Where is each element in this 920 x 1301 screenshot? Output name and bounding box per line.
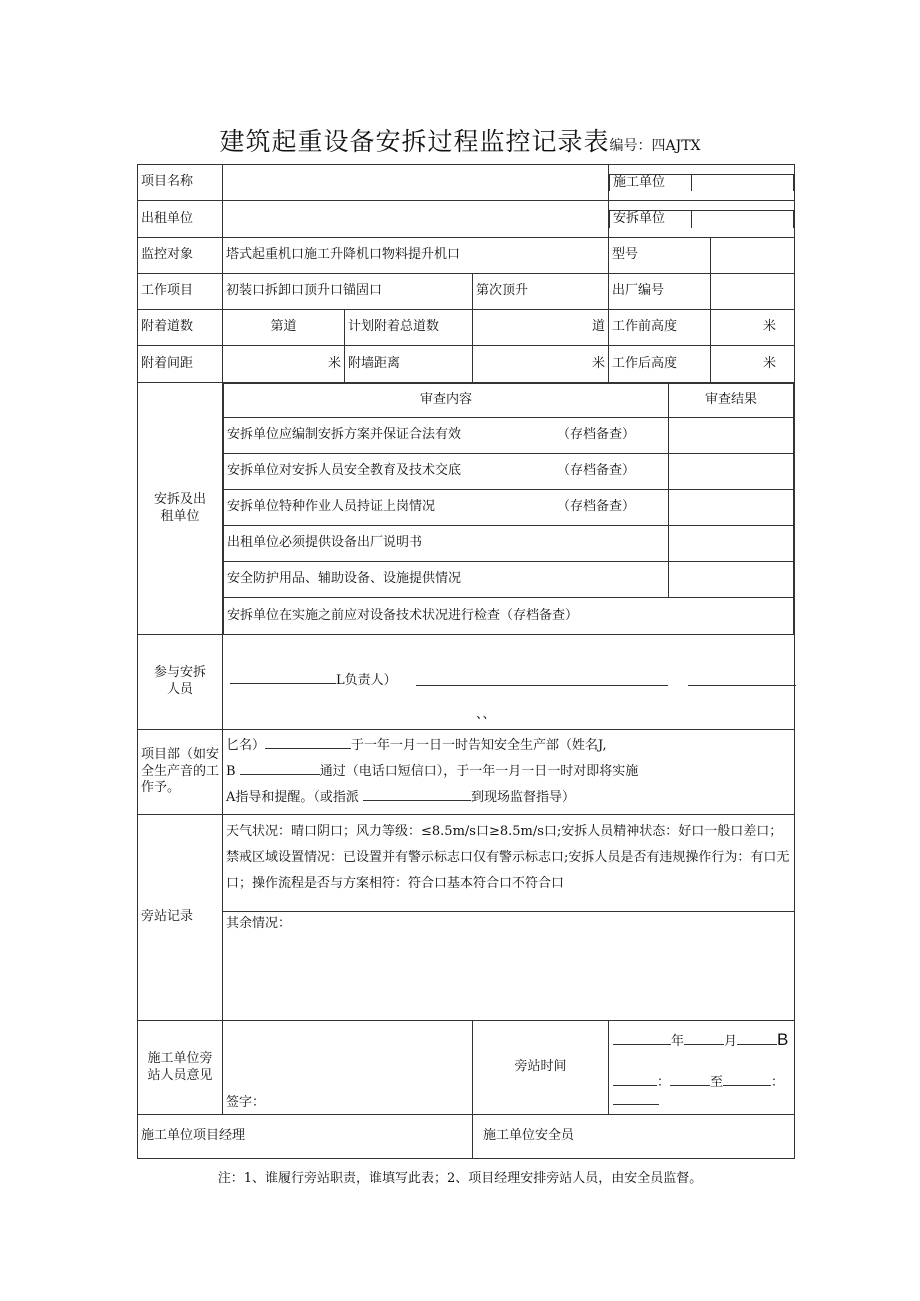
height-before-label: 工作前高度	[609, 310, 711, 346]
review-result-field[interactable]	[669, 526, 794, 562]
install-unit-label: 安拆单位	[610, 211, 692, 228]
model-label: 型号	[609, 238, 711, 274]
review-table	[223, 383, 794, 634]
jack-count-field[interactable]: 第次顶升	[473, 274, 609, 310]
monitor-object-options[interactable]: 塔式起重机口施工升降机口物料提升机口	[223, 238, 609, 274]
review-item-text: 安拆单位在实施之前应对设备技术状况进行检查（存档备查）	[227, 607, 579, 623]
attach-count-field[interactable]: 第道	[223, 310, 345, 346]
standby-other-field[interactable]	[223, 912, 795, 1021]
review-result-field[interactable]	[669, 454, 794, 490]
standby-other-label: 其余情况：	[226, 916, 292, 931]
wall-distance-field[interactable]: 米	[473, 346, 609, 383]
leader-label: L负责人）	[336, 673, 397, 688]
review-header-result: 审查结果	[669, 384, 794, 418]
footnote: 注：1、谁履行旁站职责，谁填写此表；2、项目经理安排旁站人员，由安全员监督。	[217, 1171, 703, 1186]
review-item-note: （存档备查）	[557, 427, 636, 443]
safety-officer-label: 施工单位安全员	[483, 1128, 575, 1144]
project-dept-text: B	[226, 764, 236, 779]
attach-spacing-label: 附着间距	[138, 346, 223, 383]
project-name-field[interactable]	[223, 165, 609, 201]
review-side-label: 安拆及出租单位	[138, 383, 223, 635]
participants-marks: 、、	[476, 707, 496, 722]
project-name-label: 项目名称	[138, 165, 223, 201]
monitor-record-table	[137, 164, 795, 1159]
work-item-label: 工作项目	[138, 274, 223, 310]
standby-time-field[interactable]: 年 月 B ： 至 ：	[609, 1021, 795, 1115]
project-dept-text: 匕名）	[226, 738, 266, 753]
review-row	[224, 490, 794, 526]
project-dept-label: 项目部（如安全生产音的工作予。	[138, 730, 223, 815]
work-item-options[interactable]: 初装口拆卸口顶升口锚固口	[223, 274, 473, 310]
opinion-signature-field[interactable]	[223, 1021, 473, 1115]
project-dept-field[interactable]	[223, 730, 795, 815]
review-item-note: （存档备查）	[557, 499, 636, 515]
standby-conditions[interactable]	[223, 815, 795, 912]
review-result-field[interactable]	[669, 562, 794, 598]
wall-distance-label: 附墙距离	[345, 346, 473, 383]
review-result-field[interactable]	[669, 418, 794, 454]
standby-record-label: 旁站记录	[138, 815, 223, 1021]
review-row	[224, 526, 794, 562]
project-manager-field[interactable]	[138, 1115, 473, 1159]
signature-label: 签字：	[226, 1095, 266, 1111]
model-field[interactable]	[711, 238, 795, 274]
opinion-label: 施工单位旁站人员意见	[138, 1021, 223, 1115]
factory-no-field[interactable]	[711, 274, 795, 310]
review-row	[224, 562, 794, 598]
height-after-field[interactable]: 米	[711, 346, 795, 383]
review-item-text: 出租单位必须提供设备出厂说明书	[227, 535, 423, 551]
participants-label: 参与安拆人员	[138, 635, 223, 730]
install-unit-field[interactable]	[692, 211, 794, 228]
participants-field[interactable]	[223, 635, 795, 730]
project-manager-label: 施工单位项目经理	[141, 1128, 246, 1144]
monitor-object-label: 监控对象	[138, 238, 223, 274]
factory-no-label: 出厂编号	[609, 274, 711, 310]
lease-unit-label: 出租单位	[138, 201, 223, 238]
lease-unit-field[interactable]	[223, 201, 609, 238]
standby-conditions-text: 天气状况：晴口阴口；风力等级：≤8.5m/s口≥8.5m/s口;安拆人员精神状态：好口一般口差口；禁戒区域设置情况：已设置并有警示标志口仅有警示标志口;安拆人员是否有违规操作行为：有口无口；操作流程是否与方案相符：符合口基本符合口不符合口	[226, 824, 790, 891]
plan-total-label: 计划附着总道数	[345, 310, 473, 346]
review-item-text: 安全防护用品、辅助设备、设施提供情况	[227, 571, 462, 587]
plan-total-field[interactable]: 道	[473, 310, 609, 346]
standby-time-label: 旁站时间	[473, 1021, 609, 1115]
review-header-content: 审查内容	[224, 384, 669, 418]
form-title	[0, 122, 920, 158]
project-dept-text: A指导和提醒。（或指派	[226, 790, 359, 805]
project-dept-text: 通过（电话口短信口），于一年一月一日一时对即将实施	[319, 764, 639, 779]
review-result-field[interactable]	[669, 490, 794, 526]
title-main: 建筑起重设备安拆过程监控记录表	[219, 127, 610, 156]
attach-spacing-field[interactable]: 米	[223, 346, 345, 383]
height-after-label: 工作后高度	[609, 346, 711, 383]
project-dept-text: 于一年一月一日一时告知安全生产部（姓名J,	[351, 738, 607, 753]
construction-unit-field[interactable]	[692, 174, 794, 191]
height-before-field[interactable]: 米	[711, 310, 795, 346]
review-row	[224, 418, 794, 454]
review-row	[224, 454, 794, 490]
safety-officer-field[interactable]	[473, 1115, 795, 1159]
attach-count-label: 附着道数	[138, 310, 223, 346]
review-item-note: （存档备查）	[557, 463, 636, 479]
review-item-text: 安拆单位对安拆人员安全教育及技术交底	[227, 463, 462, 479]
construction-unit-label: 施工单位	[610, 174, 692, 191]
form-code: 编号：四AJTX	[609, 138, 701, 154]
review-item-text: 安拆单位特种作业人员持证上岗情况	[227, 499, 436, 515]
project-dept-text: 到现场监督指导）	[471, 790, 576, 805]
review-row	[224, 598, 794, 634]
review-item-text: 安拆单位应编制安拆方案并保证合法有效	[227, 427, 462, 443]
